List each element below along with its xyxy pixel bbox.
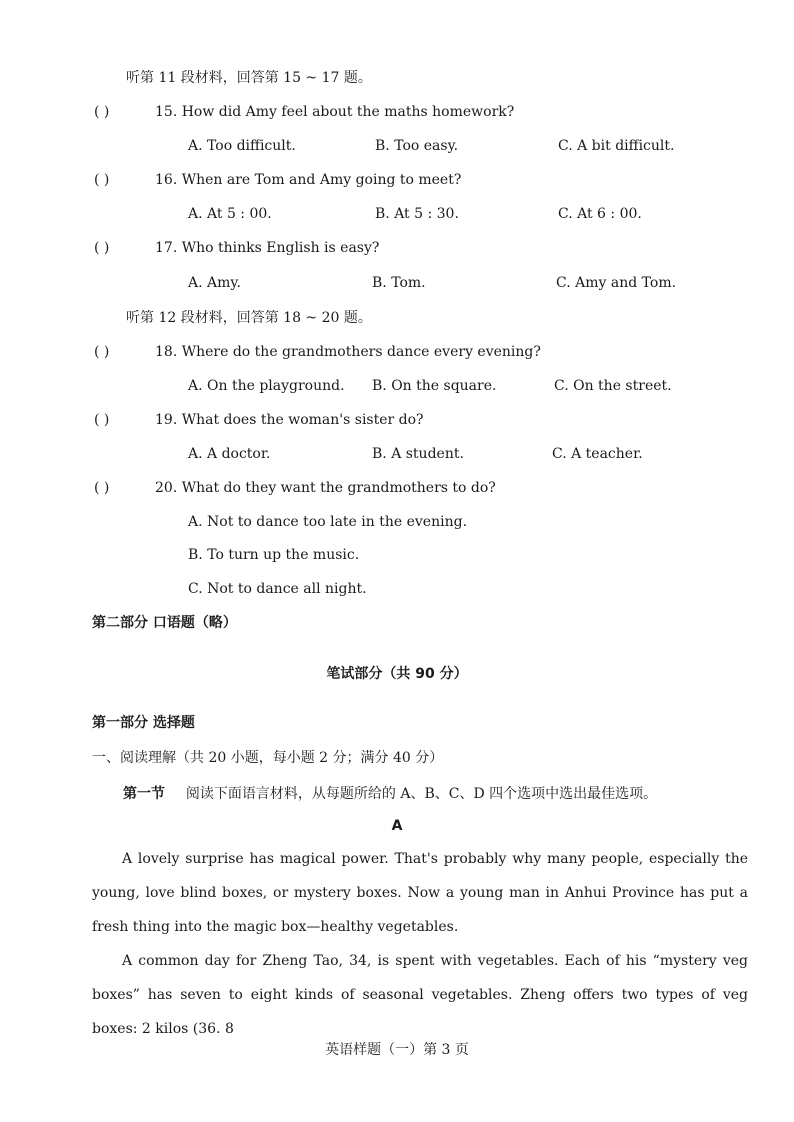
passage-label: A <box>391 818 403 834</box>
question-text: 15. How did Amy feel about the maths homework? <box>155 104 515 120</box>
passage-paragraph-2: A common day for Zheng Tao, 34, is spent with vegetables. Each of his “mystery veg boxes” has seven to eight kinds of seasonal vegetables. Zheng offers two types of veg boxes: 2 kilos (36. 8 <box>92 953 748 1037</box>
option-c: C. A bit difficult. <box>558 138 675 154</box>
reading-heading: 一、阅读理解（共 20 小题，每小题 2 分；满分 40 分） <box>92 750 444 766</box>
option-a: A. At 5 : 00. <box>188 206 272 222</box>
option-a: A. A doctor. <box>188 446 271 462</box>
option-c: C. Amy and Tom. <box>556 275 677 291</box>
option-c: C. A teacher. <box>552 446 643 462</box>
page-footer: 英语样题（一）第 3 页 <box>325 1042 469 1058</box>
question-text: 19. What does the woman's sister do? <box>155 412 424 428</box>
option-a: A. Not to dance too late in the evening. <box>188 514 468 530</box>
option-b: B. At 5 : 30. <box>375 206 459 222</box>
written-part-heading: 笔试部分（共 90 分） <box>326 666 468 682</box>
answer-blank: ( ) <box>94 240 110 256</box>
option-a: A. Too difficult. <box>188 138 296 154</box>
passage-paragraph-1: A lovely surprise has magical power. That's probably why many people, especially the young, love blind boxes, or mystery boxes. Now a young man in Anhui Province has put a fresh thing into the magic box—healthy vegetables. <box>92 851 748 935</box>
question-text: 16. When are Tom and Amy going to meet? <box>155 172 462 188</box>
option-b: B. On the square. <box>372 378 497 394</box>
section11-intro: 听第 11 段材料，回答第 15 ~ 17 题。 <box>126 70 372 86</box>
section12-intro: 听第 12 段材料，回答第 18 ~ 20 题。 <box>126 310 372 326</box>
section-label: 第一节 <box>123 786 165 802</box>
option-c: C. On the street. <box>554 378 672 394</box>
part1-heading: 第一部分 选择题 <box>92 715 195 731</box>
question-text: 17. Who thinks English is easy? <box>155 240 380 256</box>
option-b: B. Too easy. <box>375 138 459 154</box>
question-text: 20. What do they want the grandmothers to do? <box>155 480 496 496</box>
option-b: B. Tom. <box>372 275 426 291</box>
question-text: 18. Where do the grandmothers dance every evening? <box>155 344 541 360</box>
answer-blank: ( ) <box>94 172 110 188</box>
answer-blank: ( ) <box>94 412 110 428</box>
instruction-text: 阅读下面语言材料，从每题所给的 A、B、C、D 四个选项中选出最佳选项。 <box>185 786 658 802</box>
part2-heading: 第二部分 口语题（略） <box>92 615 237 631</box>
option-c: C. At 6 : 00. <box>558 206 642 222</box>
option-b: B. A student. <box>372 446 464 462</box>
answer-blank: ( ) <box>94 480 110 496</box>
answer-blank: ( ) <box>94 344 110 360</box>
section1-instruction <box>123 786 657 803</box>
option-a: A. Amy. <box>188 275 241 291</box>
answer-blank: ( ) <box>94 104 110 120</box>
option-a: A. On the playground. <box>188 378 345 394</box>
option-b: B. To turn up the music. <box>188 547 360 563</box>
option-c: C. Not to dance all night. <box>188 581 367 597</box>
